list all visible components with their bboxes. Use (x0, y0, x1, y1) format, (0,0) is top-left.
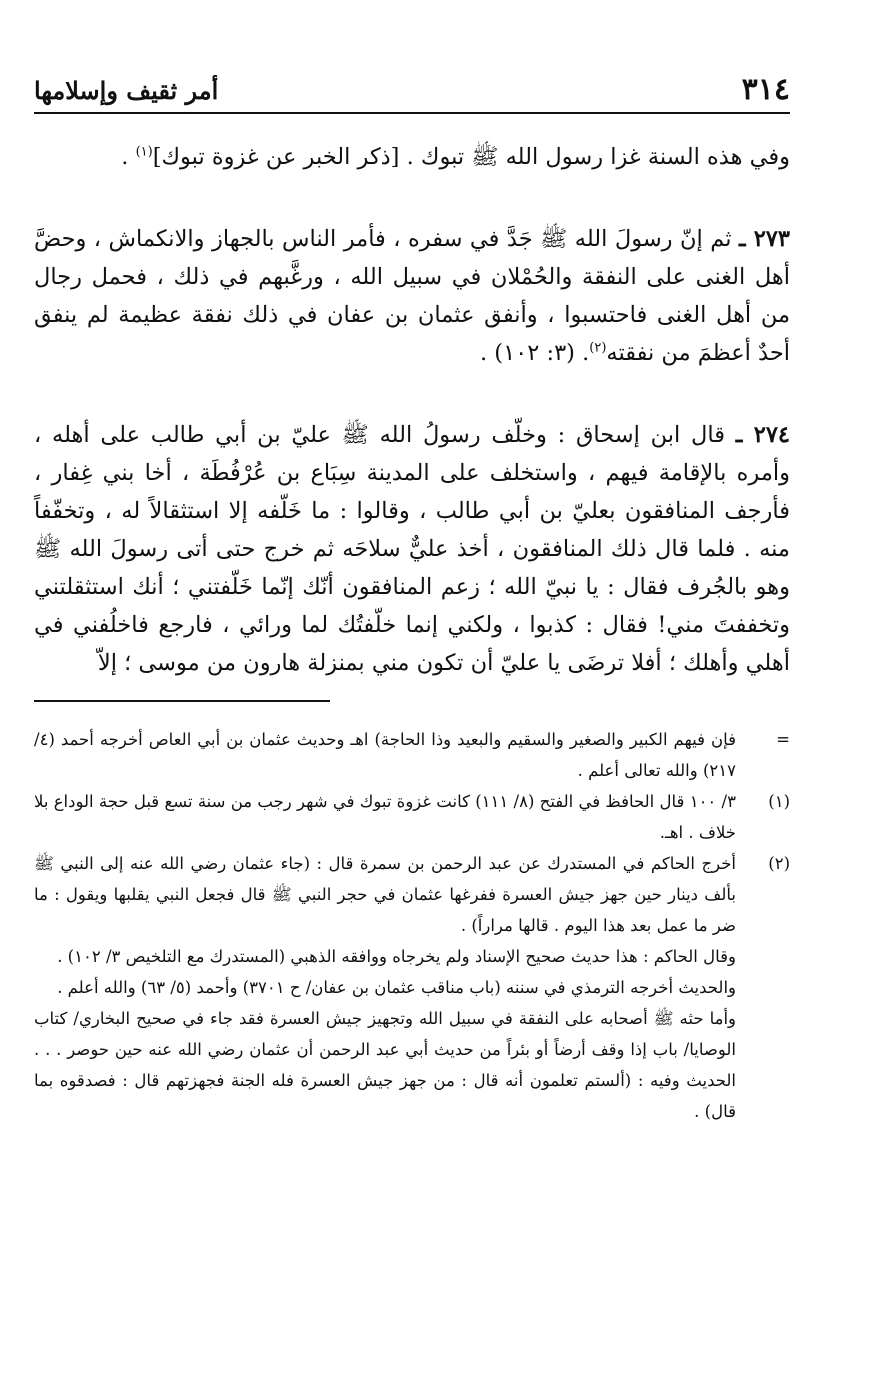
paragraph-text-273: ثم إنّ رسولَ الله ﷺ جَدَّ في سفره ، فأمر الناس بالجهاز والانكماش ، وحضَّ أهل الغنى على النفقة والحُمْلان في سبيل الله ، ورغَّبهم في ذلك ، فحمل رجال من أهل الغنى فاحتسبوا ، وأنفق عثمان بن عفان في ذلك نفقة عظيمة لم ينفق أحدٌ أعظمَ من نفقته (34, 226, 790, 366)
footnote-mark: = (776, 730, 790, 749)
footnote-ref-1[interactable]: (١) (135, 144, 153, 160)
footnote-text: ٣/ ١٠٠ قال الحافظ في الفتح (٨/ ١١١) كانت غزوة تبوك في شهر رجب من سنة تسع قبل حجة الوداع بلا خلاف . اهـ. (34, 792, 736, 842)
footnote-2 (34, 848, 790, 1127)
footnote-mark: (١) (768, 792, 790, 811)
page-number: ٣١٤ (741, 72, 790, 107)
running-header (34, 70, 790, 114)
footnote-text: والحديث أخرجه الترمذي في سننه (باب مناقب عثمان بن عفان/ ح ٣٧٠١) وأحمد (٥/ ٦٣) والله أعلم . (57, 978, 736, 997)
intro-paragraph (34, 138, 790, 176)
page (34, 70, 790, 1127)
footnote-continued (34, 724, 790, 786)
footnote-divider (34, 700, 330, 702)
footnote-ref-2[interactable]: (٢) (589, 340, 607, 356)
intro-text: وفي هذه السنة غزا رسول الله ﷺ تبوك . [ذكر الخبر عن غزوة تبوك] (152, 144, 790, 170)
footnote-text: فإن فيهم الكبير والصغير والسقيم والبعيد وذا الحاجة) اهـ وحديث عثمان بن أبي العاص أخرجه أحمد (٤/ ٢١٧) والله تعالى أعلم . (34, 730, 736, 780)
paragraph-text-274: قال ابن إسحاق : وخلّف رسولُ الله ﷺ عليّ بن أبي طالب على أهله ، وأمره بالإقامة فيهم ، واستخلف على المدينة سِبَاع بن عُرْفُطَة ، أخا بني غِفار ، فأرجف المنافقون بعليّ بن أبي طالب ، وقالوا : ما خَلّفه إلا استثقالاً له ، وتخفّفاً منه . فلما قال ذلك المنافقون ، أخذ عليٌّ سلاحَه ثم خرج حتى أتى رسولَ الله ﷺ وهو بالجُرف فقال : يا نبيّ الله ؛ زعم المنافقون أنّك إنّما خَلّفتني ؛ أنك استثقلتني وتخففتَ مني! فقال : كذبوا ، ولكني إنما خلّفتُك لما ورائي ، فارجع فاخلُفني في أهلي وأهلك ؛ أفلا ترضَى يا عليّ أن تكون مني بمنزلة هارون من موسى ؛ إلاّ (34, 422, 790, 676)
paragraph-273 (34, 220, 790, 372)
footnotes (34, 724, 790, 1127)
footnote-text: وأما حثه ﷺ أصحابه على النفقة في سبيل الله وتجهيز جيش العسرة فقد جاء في صحيح البخاري/ كتاب الوصايا/ باب إذا وقف أرضاً أو بئراً من حديث أبي عبد الرحمن أن عثمان رضي الله عنه حين حوصر . . . الحديث وفيه : (ألستم تعلمون أنه قال : من جهز جيش العسرة فله الجنة فجهزتهم قال : فصدقوه بما قال) . (34, 1009, 736, 1121)
footnote-text: وقال الحاكم : هذا حديث صحيح الإسناد ولم يخرجاه ووافقه الذهبي (المستدرك مع التلخيص ٣/ ١٠٢) . (57, 947, 736, 966)
footnote-mark: (٢) (768, 854, 790, 873)
running-title: أمر ثقيف وإسلامها (34, 76, 219, 105)
footnote-text: أخرج الحاكم في المستدرك عن عبد الرحمن بن سمرة قال : (جاء عثمان رضي الله عنه إلى النبي ﷺ بألف دينار حين جهز جيش العسرة ففرغها عثمان في حجر النبي ﷺ قال فجعل النبي يقلبها ويقول : ما ضر ما عمل بعد هذا اليوم . قالها مراراً) . (34, 854, 736, 935)
paragraph-274 (34, 416, 790, 682)
paragraph-number-273: ٢٧٣ ـ (738, 226, 790, 252)
footnote-1 (34, 786, 790, 848)
intro-end: . (121, 144, 136, 170)
paragraph-number-274: ٢٧٤ ـ (735, 422, 790, 448)
paragraph-end-273: . (٣: ١٠٢) . (479, 340, 590, 366)
